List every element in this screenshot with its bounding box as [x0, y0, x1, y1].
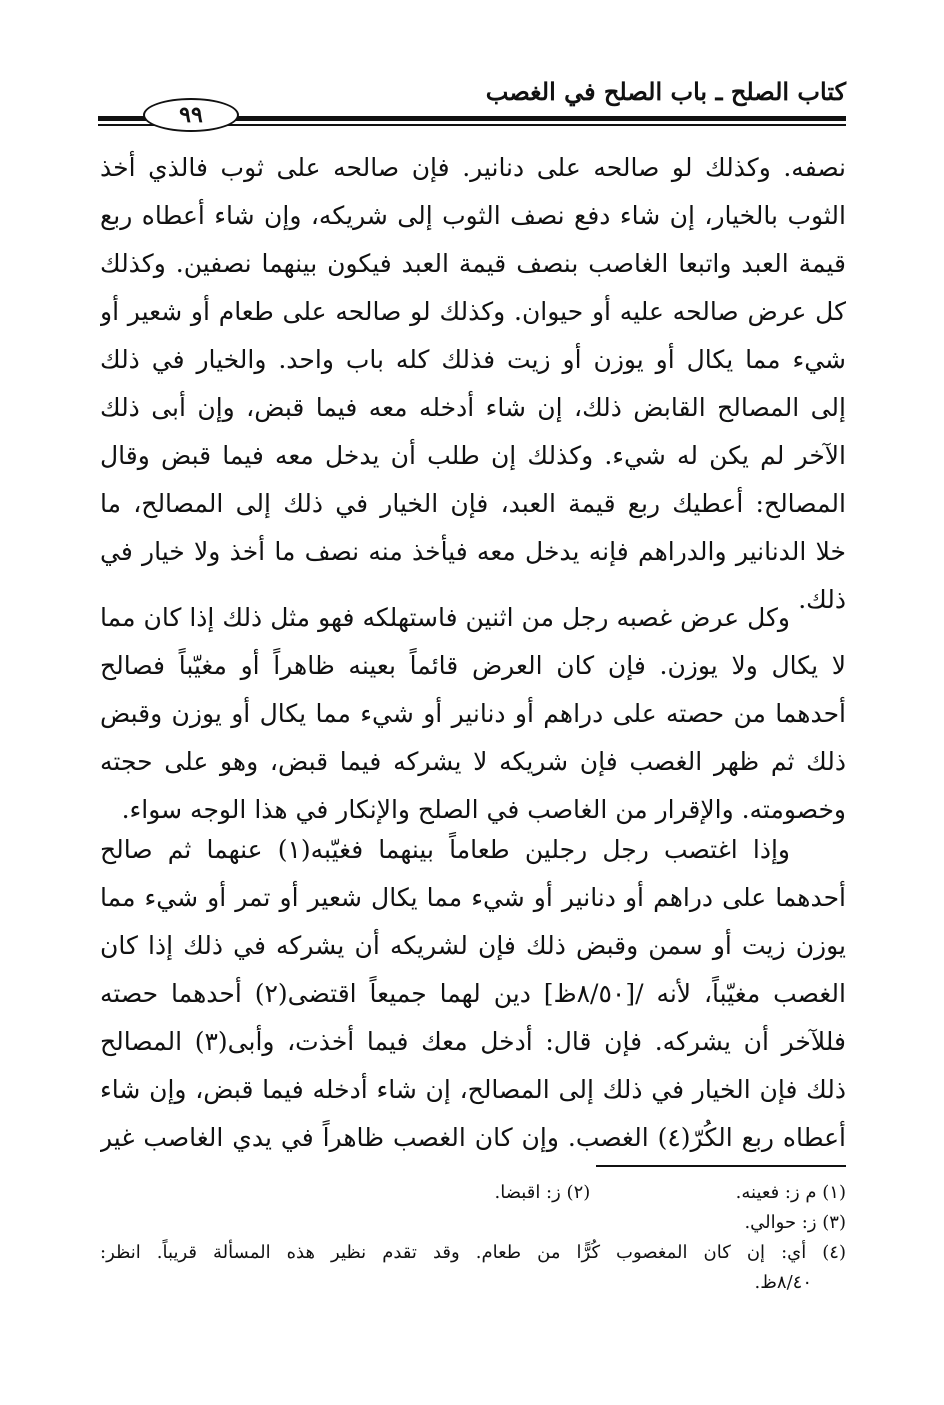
text-line: وخصومته. والإقرار من الغاصب في الصلح والإنكار في هذا الوجه سواء.	[121, 795, 846, 824]
footnote-separator	[596, 1165, 846, 1167]
text-line: وإذا اغتصب رجل رجلين طعاماً بينهما فغيّبه(١) عنهما ثم صالح	[100, 835, 790, 864]
text-line: الثوب بالخيار، إن شاء دفع نصف الثوب إلى شريكه، وإن شاء أعطاه ربع	[100, 201, 846, 230]
text-line: الآخر لم يكن له شيء. وكذلك إن طلب أن يدخل معه فيما قبض وقال	[100, 441, 846, 470]
footnote-3: (٣) ز: حوالي.	[744, 1212, 846, 1233]
text-line: أعطاه ربع الكُرّ(٤) الغصب. وإن كان الغصب ظاهراً في يدي الغاصب غير	[100, 1123, 846, 1152]
text-line: فللآخر أن يشركه. فإن قال: أدخل معك فيما أخذت، وأبى(٣) المصالح	[100, 1027, 846, 1056]
text-line: أحدهما من حصته على دراهم أو دنانير أو شيء مما يكال أو يوزن وقبض	[100, 699, 846, 728]
text-line: كل عرض صالحه عليه أو حيوان. وكذلك لو صالحه على طعام أو شعير أو	[100, 297, 846, 326]
footnote-row	[100, 1178, 846, 1208]
footnotes	[100, 1178, 846, 1298]
text-line: وكل عرض غصبه رجل من اثنين فاستهلكه فهو مثل ذلك إذا كان مما	[100, 603, 790, 632]
text-line: ذلك فإن الخيار في ذلك إلى المصالح، إن شاء أدخله فيما قبض، وإن شاء	[100, 1075, 846, 1104]
footnote-1: (١) م ز: فعينه.	[735, 1182, 846, 1203]
text-line: ذلك.	[798, 585, 846, 614]
text-line: شيء مما يكال أو يوزن أو زيت فذلك كله باب واحد. والخيار في ذلك	[100, 345, 846, 374]
text-line: لا يكال ولا يوزن. فإن كان العرض قائماً بعينه ظاهراً أو مغيّباً فصالح	[100, 651, 846, 680]
text-line: إلى المصالح القابض ذلك، إن شاء أدخله معه فيما قبض، وإن أبى ذلك	[100, 393, 846, 422]
paragraph-3	[100, 826, 846, 1162]
text-line: خلا الدنانير والدراهم فإنه يدخل معه فيأخذ منه نصف ما أخذ ولا خيار في	[100, 537, 846, 566]
text-line: المصالح: أعطيك ربع قيمة العبد، فإن الخيار في ذلك إلى المصالح، ما	[100, 489, 846, 518]
text-line: أحدهما على دراهم أو دنانير أو شيء مما يكال شعير أو تمر أو شيء مما	[100, 883, 846, 912]
footnote-2: (٢) ز: اقبضا.	[494, 1182, 591, 1203]
footnote-4: (٤) أي: إن كان المغصوب كُرًّا من طعام. وقد تقدم نظير هذه المسألة قريباً. انظر:	[100, 1242, 846, 1263]
text-line: يوزن زيت أو سمن وقبض ذلك فإن لشريكه أن يشركه في ذلك إذا كان	[100, 931, 846, 960]
running-title: كتاب الصلح ـ باب الصلح في الغصب	[485, 77, 846, 106]
footnote-4-continued: ٨/٤٠ظ.	[754, 1272, 812, 1293]
text-line: ذلك ثم ظهر الغصب فإن شريكه لا يشركه فيما قبض، وهو على حجته	[100, 747, 846, 776]
page-number: ٩٩	[143, 98, 239, 132]
text-line: الغصب مغيّباً، لأنه /[٨/٥٠ظ] دين لهما جميعاً اقتضى(٢) أحدهما حصته	[100, 979, 846, 1008]
text-line: نصفه. وكذلك لو صالحه على دنانير. فإن صالحه على ثوب فالذي أخذ	[100, 153, 846, 182]
paragraph-2	[100, 594, 846, 834]
paragraph-1	[100, 144, 846, 624]
text-line: قيمة العبد واتبعا الغاصب بنصف قيمة العبد فيكون بينهما نصفين. وكذلك	[100, 249, 846, 278]
